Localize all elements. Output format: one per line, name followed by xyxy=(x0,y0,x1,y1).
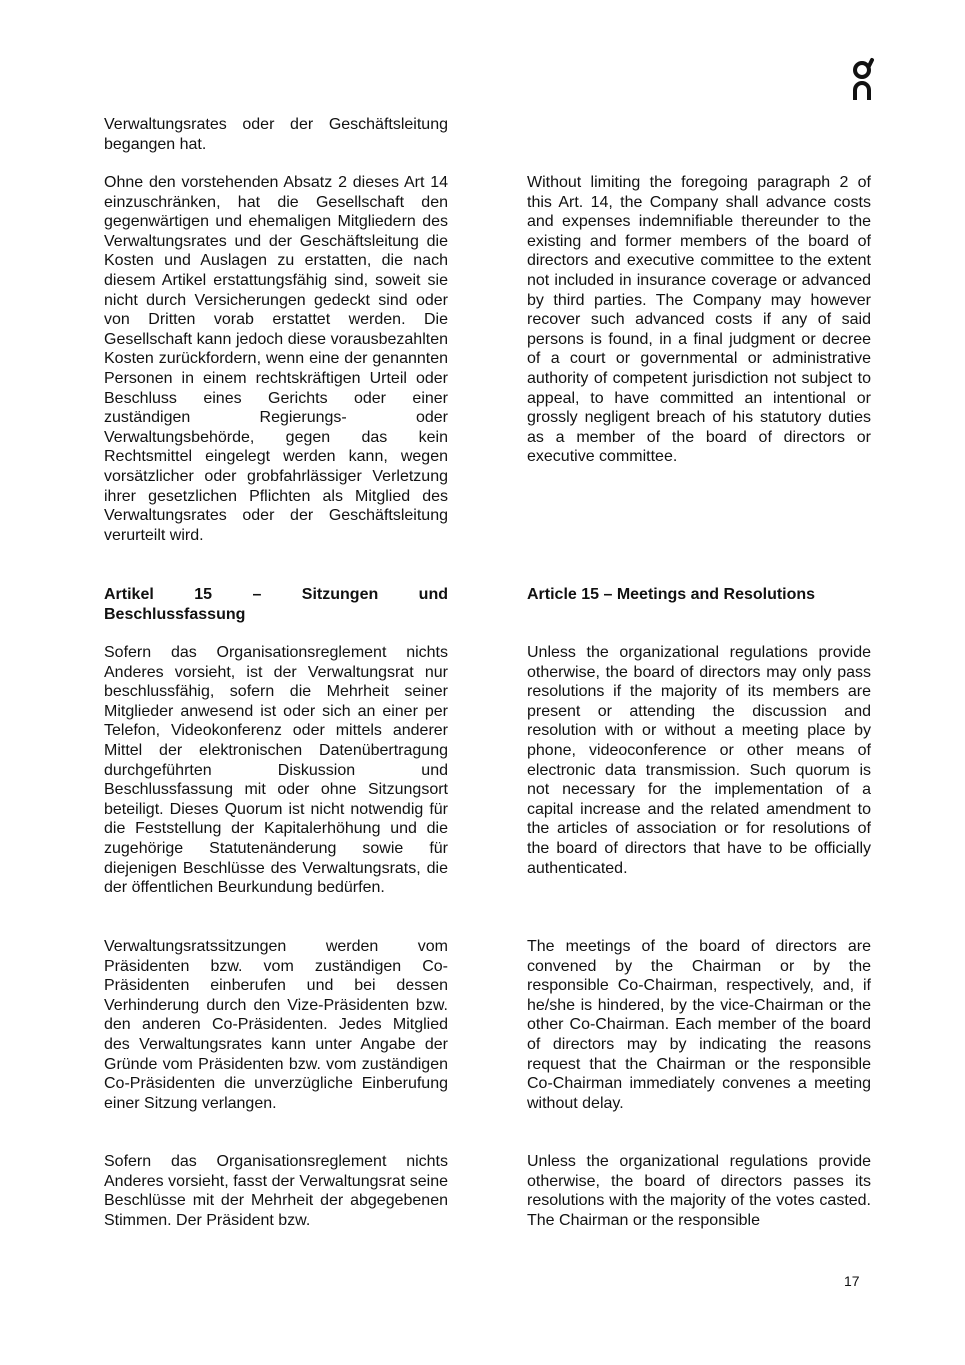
english-article-15-heading: Article 15 – Meetings and Resolutions xyxy=(527,586,816,603)
english-paragraph-cost-advance: Without limiting the foregoing paragraph 2 of this Art. 14, the Company shall advance costs and expenses indemnifiable thereunder to the existing and former members of the board of directors and executive committee to the extent not included in insurance coverage or advanced by third parties. The Company may however recover such advanced costs if any of said persons is found, in a final judgment or decree of a court or governmental or administrative authority of competent jurisdiction not subject to appeal, to have committed an intentional or grossly negligent breach of his statutory duties as a member of the board of directors or executive committee. xyxy=(527,174,871,466)
english-paragraph-convening: The meetings of the board of directors are convened by the Chairman or by the responsible Co-Chairman, respectively, and, if he/she is hindered, by the vice-Chairman or the other Co-Chairman. Each member of the board of directors may by indicating the reasons request that the Chairman or the responsible Co-Chairman immediately convenes a meeting without delay. xyxy=(527,938,871,1112)
english-paragraph-resolutions: Unless the organizational regulations provide otherwise, the board of directors passes its resolutions with the majority of the votes casted. The Chairman or the responsible xyxy=(527,1153,871,1229)
english-paragraph-quorum: Unless the organizational regulations provide otherwise, the board of directors may only pass resolutions if the majority of its members are present or attending the discussion and resolution with or without a meeting place by phone, videoconference or other means of electronic data transmission. Such quorum is not necessary for the implementation of a capital increase and the related amendment to the articles of association or for resolutions of the board of directors that have to be officially authenticated. xyxy=(527,644,871,877)
german-paragraph-quorum: Sofern das Organisationsreglement nichts Anderes vorsieht, ist der Verwaltungsrat nur beschlussfähig, sofern die Mehrheit seiner Mitglieder anwesend ist oder sich an einer per Telefon, Videokonferenz oder mittels anderer Mittel der elektronischen Datenübertragung durchgeführten Diskussion und Beschlussfassung mit oder ohne Sitzungsort beteiligt. Dieses Quorum ist nicht notwendig für die Feststellung der Kapitalerhöhung und die zugehörige Statutenänderung sowie für diejenigen Beschlüsse des Verwaltungsrats, die der öffentlichen Beurkundung bedürfen. xyxy=(104,644,448,897)
german-paragraph-resolutions: Sofern das Organisationsreglement nichts Anderes vorsieht, fasst der Verwaltungsrat seine Beschlüsse mit der Mehrheit der abgegebenen Stimmen. Der Präsident bzw. xyxy=(104,1153,448,1229)
page-number: 17 xyxy=(844,1273,860,1289)
on-logo-icon xyxy=(850,56,878,102)
german-paragraph-continued: Verwaltungsrates oder der Geschäftsleitung begangen hat. xyxy=(104,116,448,153)
german-paragraph-convening: Verwaltungsratssitzungen werden vom Präsidenten bzw. vom zuständigen Co-Präsidenten einberufen und bei dessen Verhinderung durch den Vize-Präsidenten bzw. den anderen Co-Präsidenten. Jedes Mitglied des Verwaltungsrates kann unter Angabe der Gründe vom Präsidenten bzw. vom zuständigen Co-Präsidenten die unverzügliche Einberufung einer Sitzung verlangen. xyxy=(104,938,448,1112)
german-article-15-heading: Artikel 15 – Sitzungen und Beschlussfassung xyxy=(104,586,448,623)
german-paragraph-cost-advance: Ohne den vorstehenden Absatz 2 dieses Art 14 einzuschränken, hat die Gesellschaft den gegenwärtigen und ehemaligen Mitgliedern des Verwaltungsrates und der Geschäftsleitung die Kosten und Auslagen zu erstatten, die nach diesem Artikel erstattungsfähig sind, soweit sie nicht durch Versicherungen gedeckt sind oder von Dritten vorab erstattet werden. Die Gesellschaft kann jedoch diese vorausbezahlten Kosten zurückfordern, wenn eine der genannten Personen in einem rechtskräftigen Urteil oder Beschluss eines Gerichts oder einer zuständigen Regierungs- oder Verwaltungsbehörde, gegen das kein Rechtsmittel eingelegt werden kann, wegen vorsätzlicher oder grobfahrlässiger Verletzung ihrer gesetzlichen Pflichten als Mitglied des Verwaltungsrates oder der Geschäftsleitung verurteilt wird. xyxy=(104,174,448,544)
